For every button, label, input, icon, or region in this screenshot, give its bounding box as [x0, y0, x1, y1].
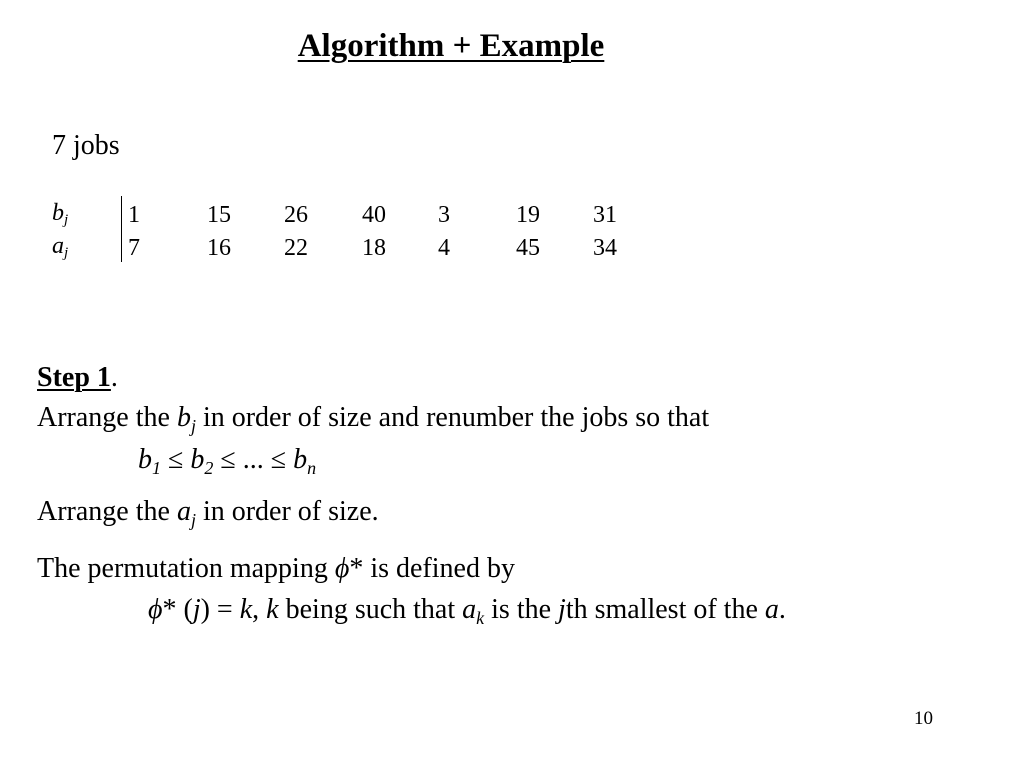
table-cell-b: 26 [284, 202, 308, 228]
step-line-arrange-a: Arrange the $a_j$ in order of size. [37, 496, 379, 530]
table-cell-b: 15 [207, 202, 231, 228]
row-label-a: $a_j$ [52, 233, 69, 261]
page-number: 10 [914, 708, 933, 729]
step-line-arrange-b: Arrange the $b_j$ in order of size and renumber the jobs so that [37, 402, 710, 436]
table-cell-a: 7 [128, 235, 140, 261]
table-cell-a: 34 [593, 235, 617, 261]
step-line-permutation: The permutation mapping ϕ* is defined by [37, 553, 515, 584]
jobs-count-text: 7 jobs [52, 130, 120, 161]
inequality-line: $b_1 \le b_2$ ≤ ... ≤ $b_n$ [138, 444, 317, 478]
slide-title: Algorithm + Example [297, 28, 605, 64]
table-cell-b: 19 [516, 202, 540, 228]
table-cell-a: 22 [284, 235, 308, 261]
step-heading: Step 1. [37, 362, 118, 393]
table-cell-a: 16 [207, 235, 231, 261]
table-cell-b: 31 [593, 202, 617, 228]
table-divider [121, 196, 122, 262]
row-label-b: $b_j$ [52, 200, 69, 228]
table-cell-a: 18 [362, 235, 386, 261]
table-cell-a: 4 [438, 235, 450, 261]
table-cell-b: 3 [438, 202, 450, 228]
table-cell-b: 1 [128, 202, 140, 228]
table-cell-b: 40 [362, 202, 386, 228]
table-cell-a: 45 [516, 235, 540, 261]
permutation-definition: ϕ* (j) = k, k being such that $a_k$ is the jth smallest of the a. [148, 594, 786, 628]
